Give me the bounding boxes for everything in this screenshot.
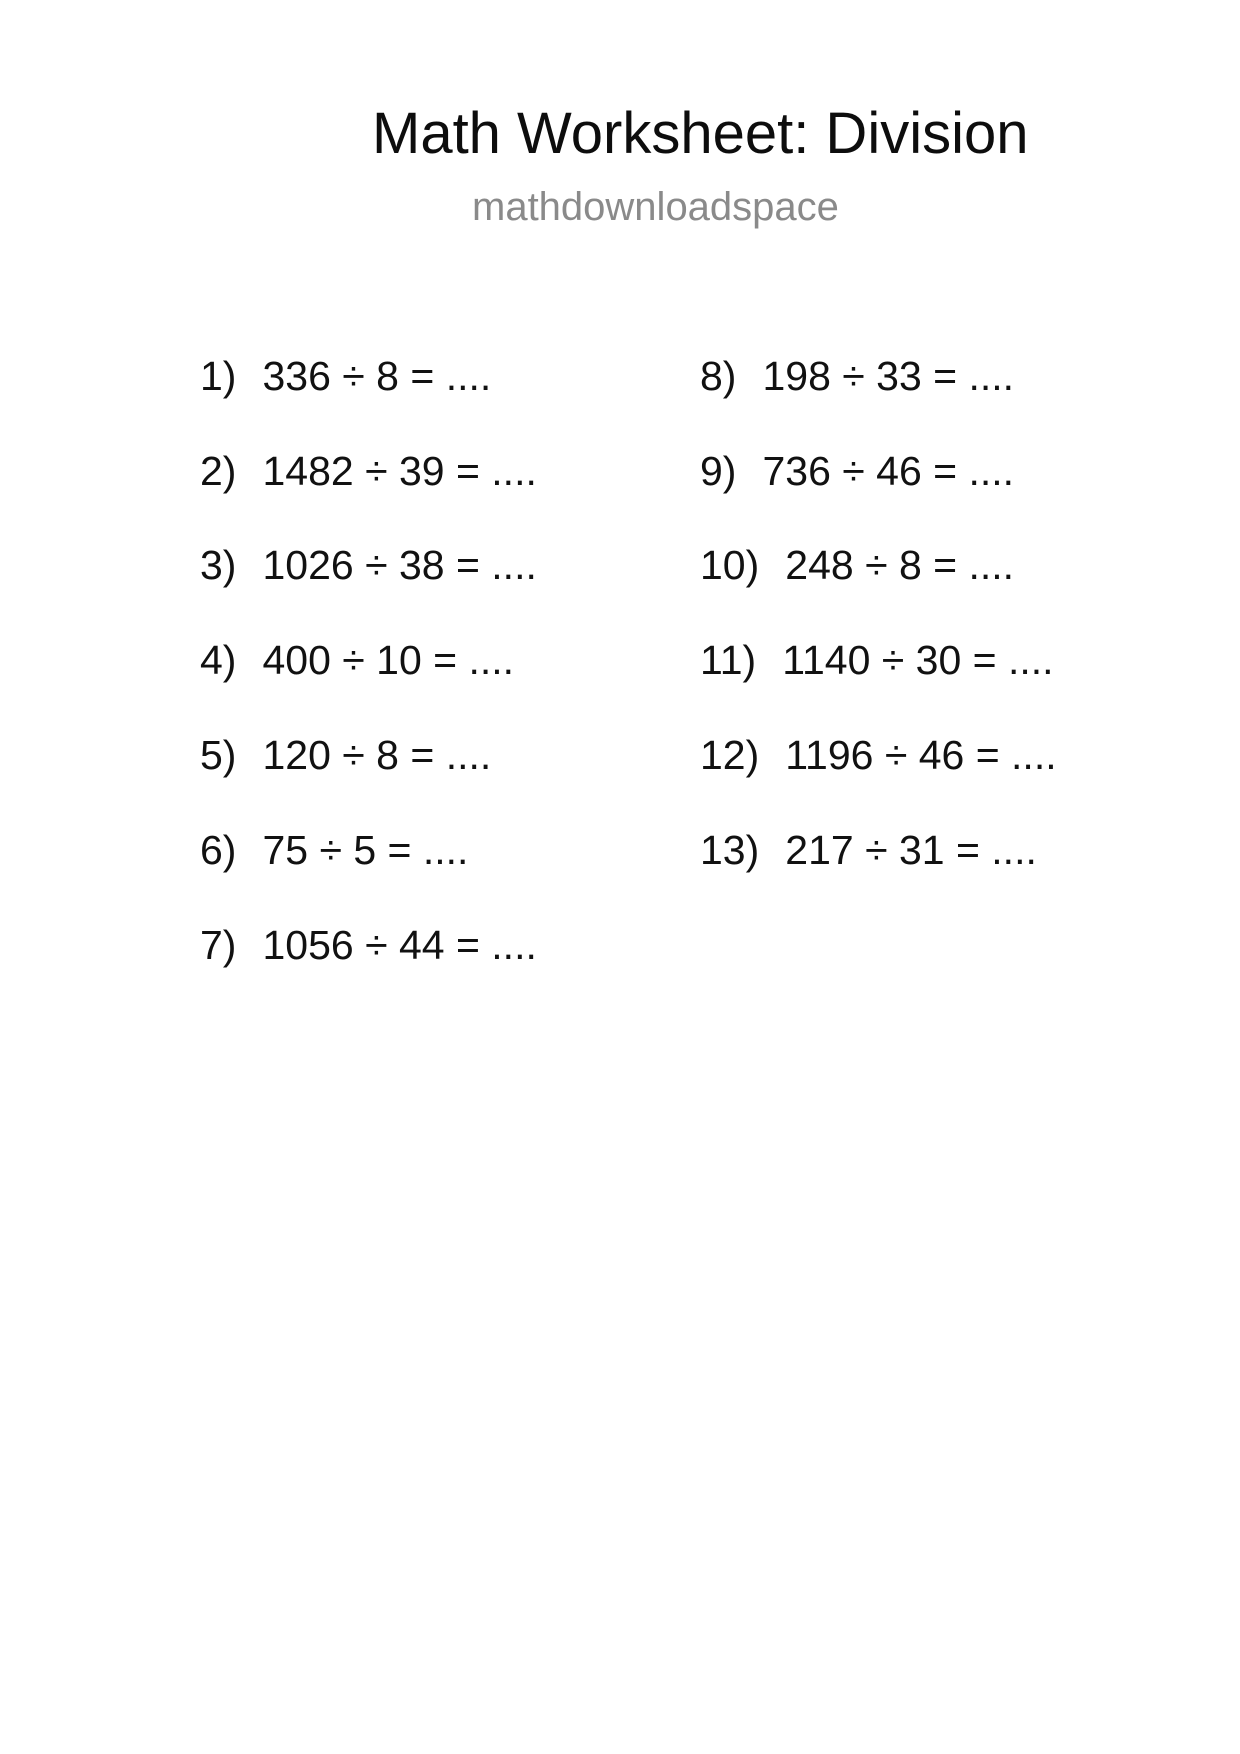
page-title: Math Worksheet: Division: [372, 101, 1029, 166]
problem-item: [200, 635, 514, 685]
problem-item: [700, 446, 1014, 496]
problem-expression: 248 ÷ 8 = ....: [785, 542, 1015, 588]
problem-number: 12): [700, 732, 760, 778]
problem-number: 7): [200, 922, 237, 968]
problem-expression: 336 ÷ 8 = ....: [262, 353, 492, 399]
problem-number: 11): [700, 637, 757, 683]
problem-expression: 217 ÷ 31 = ....: [785, 827, 1037, 873]
problem-expression: 1196 ÷ 46 = ....: [785, 732, 1057, 778]
problem-number: 9): [700, 448, 737, 494]
problem-item: [700, 540, 1014, 590]
problem-item: [200, 920, 537, 970]
problem-item: [700, 825, 1037, 875]
problem-number: 3): [200, 542, 237, 588]
problem-expression: 736 ÷ 46 = ....: [762, 448, 1015, 494]
problem-expression: 400 ÷ 10 = ....: [262, 637, 515, 683]
problem-number: 5): [200, 732, 237, 778]
problem-expression: 1026 ÷ 38 = ....: [262, 542, 537, 588]
problem-item: [200, 730, 491, 780]
problem-number: 10): [700, 542, 760, 588]
problem-item: [200, 825, 468, 875]
problem-number: 4): [200, 637, 237, 683]
problem-number: 1): [200, 353, 237, 399]
problem-expression: 120 ÷ 8 = ....: [262, 732, 492, 778]
problem-number: 13): [700, 827, 760, 873]
problem-number: 6): [200, 827, 237, 873]
problem-number: 8): [700, 353, 737, 399]
problem-number: 2): [200, 448, 237, 494]
problem-expression: 75 ÷ 5 = ....: [262, 827, 469, 873]
problem-expression: 1140 ÷ 30 = ....: [782, 637, 1054, 683]
problem-item: [700, 730, 1057, 780]
problem-expression: 198 ÷ 33 = ....: [762, 353, 1015, 399]
page-subtitle: mathdownloadspace: [472, 185, 839, 229]
problem-expression: 1056 ÷ 44 = ....: [262, 922, 537, 968]
problem-expression: 1482 ÷ 39 = ....: [262, 448, 537, 494]
problem-item: [200, 446, 537, 496]
problem-item: [200, 540, 537, 590]
problem-item: [200, 351, 491, 401]
problem-item: [700, 635, 1054, 685]
problem-item: [700, 351, 1014, 401]
